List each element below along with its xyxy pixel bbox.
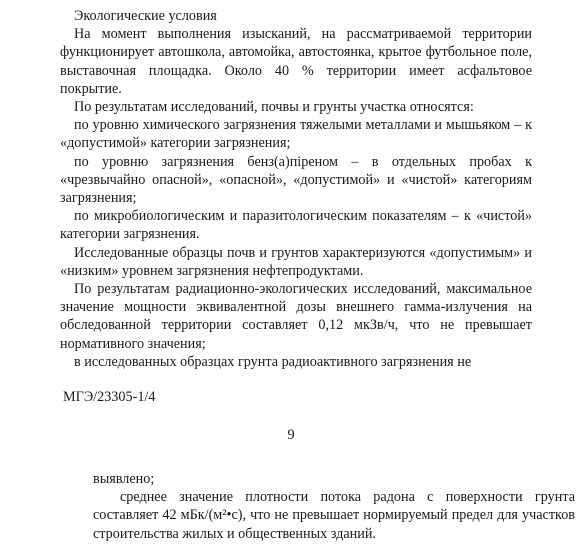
paragraph-results-intro: По результатам исследований, почвы и грунты участка относятся: (74, 99, 474, 116)
page-one-text (60, 7, 532, 371)
page-two-text (93, 470, 575, 543)
document-code: МГЭ/23305-1/4 (63, 389, 156, 405)
paragraph-radiation: По результатам радиационно-экологических исследований, максимальное значение мощности эквивалентной дозы внешнего гамма-излучения на обследованной территории составляет 0,12 мкЗв/ч, что не превышает нормативного значения; (60, 281, 532, 352)
paragraph-radioactive-end: выявлено; (93, 471, 155, 487)
paragraph-radon: среднее значение плотности потока радона с поверхности грунта составляет 42 мБк/(м²•с), что не превышает нормируемый предел для участков строительства жилых и общественных зданий. (93, 489, 575, 542)
paragraph-territory: На момент выполнения изысканий, на рассматриваемой территории функционирует автошкола, автомойка, автостоянка, крытое футбольное поле, выставочная площадка. Около 40 % территории имеет асфальтовое покрытие. (60, 26, 532, 97)
paragraph-heavy-metals: по уровню химического загрязнения тяжелыми металлами и мышьяком – к «допустимой» категории загрязнения; (60, 117, 532, 152)
paragraph-benzopyrene: по уровню загрязнения бенз(а)піреном – в отдельных пробах к «чрезвычайно опасной», «опасной», «допустимой» и «чистой» категориям загрязнения; (60, 153, 532, 207)
paragraph-microbiology: по микробиологическим и паразитологическим показателям – к «чистой» категории загрязнения. (60, 208, 532, 243)
paragraph-oil-products: Исследованные образцы почв и грунтов характеризуются «допустимым» и «низким» уровнем загрязнения нефтепродуктами. (60, 244, 532, 279)
paragraph-radioactive-start: в исследованных образцах грунта радиоактивного загрязнения не (74, 353, 472, 370)
section-heading: Экологические условия (74, 8, 217, 24)
page-number: 9 (287, 427, 295, 443)
